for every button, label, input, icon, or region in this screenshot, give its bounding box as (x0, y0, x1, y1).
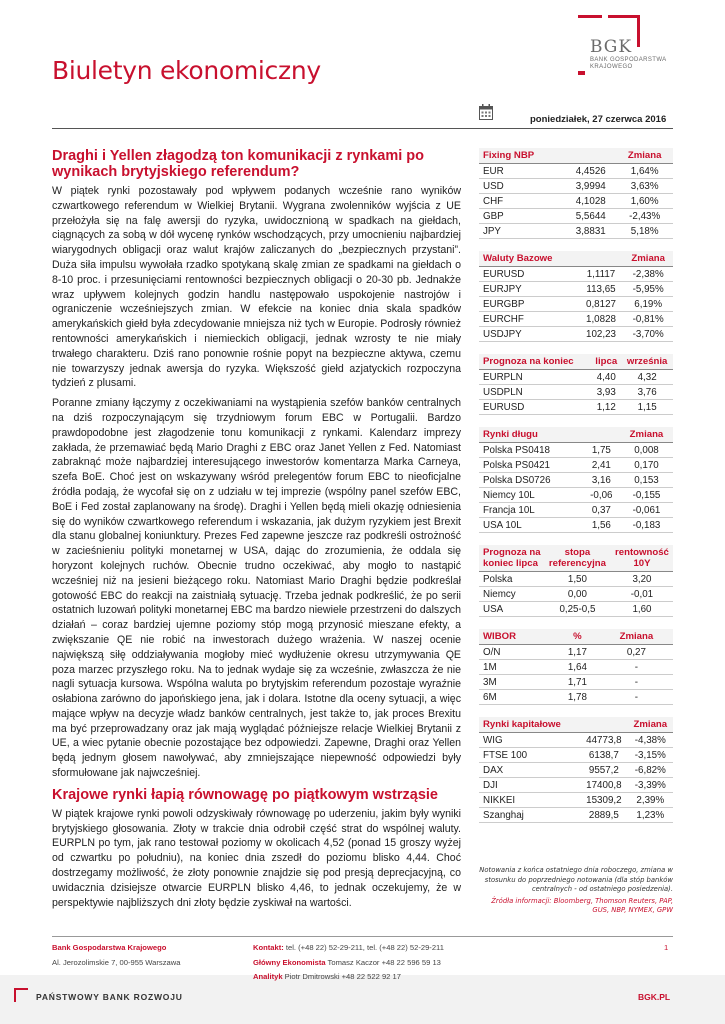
table-row: USDPLN 3,93 3,76 (479, 385, 673, 400)
table-notes (479, 866, 673, 916)
article-paragraph: W piątek krajowe rynki powoli odzyskiwały równowagę po uderzeniu, jakim były wyniki brytyjskiego głosowania. Złoty w trakcie dnia odrobił część strat do wspólnej waluty. EURPLN po tym, jak rano testował poziomy w okolicach 4,52 (ponad 15 groszy wyżej od czwartku po południu), na koniec dnia zszedł do poziomu blisko 4,44. Choć dostrzegamy możliwość, że złoty ponownie znajdzie się pod presją deprecjacyjną, co uwidacznia dzisiejsze otwarcie EURPLN blisko 4,46, to jednak oczekujemy, że w perspektywie najbliższych dni złoty będzie zyskiwał na wartości. (52, 807, 461, 909)
table-row: NIKKEI 15309,2 2,39% (479, 793, 673, 808)
page-title: Biuletyn ekonomiczny (52, 56, 321, 85)
data-sidebar (479, 148, 673, 835)
table-row: EUR 4,4526 1,64% (483, 165, 659, 177)
table-row: CHF 4,1028 1,60% (479, 194, 673, 209)
table-row: Szanghaj 2889,5 1,23% (479, 808, 673, 823)
table-row: EURUSD 1,1117 -2,38% (483, 268, 664, 280)
table-row: DJI 17400,8 -3,39% (479, 778, 673, 793)
header-divider (52, 128, 673, 129)
fixing-nbp-table: Fixing NBP Zmiana EUR 4,4526 1,64% USD 3,9994 3,63% CHF 4,1028 1,60% GBP 5,5644 -2,43% JPY 3,8831 5,18% (479, 148, 673, 239)
footer-economist: Główny Ekonomista Tomasz Kaczor +48 22 596 59 13 (253, 958, 441, 967)
table-row: USA 10L 1,56 -0,183 (479, 518, 673, 533)
table-row: EURGBP 0,8127 6,19% (479, 297, 673, 312)
footer-bank-name: Bank Gospodarstwa Krajowego (52, 943, 167, 952)
table-row: USD 3,9994 3,63% (479, 179, 673, 194)
table-row: O/N 1,17 0,27 (483, 646, 646, 658)
logo-text: BGK (590, 37, 633, 57)
table-row: Polska PS0418 1,75 0,008 (483, 444, 659, 456)
table-row: Niemcy 0,00 -0,01 (479, 587, 673, 602)
table-row: EURJPY 113,65 -5,95% (479, 282, 673, 297)
footer-analyst: Analityk Piotr Dmitrowski +48 22 522 92 17 (253, 972, 401, 981)
table-row: Polska 1,50 3,20 (483, 573, 652, 585)
pbr-logo-icon (14, 988, 28, 1002)
table-row: EURCHF 1,0828 -0,81% (479, 312, 673, 327)
forecast-table: Prognoza na koniec lipca września EURPLN 4,40 4,32 USDPLN 3,93 3,76 EURUSD 1,12 1,15 (479, 354, 673, 415)
calendar-icon (479, 104, 493, 120)
article-paragraph: Poranne zmiany łączymy z oczekiwaniami na wystąpienia szefów banków centralnych na dziś rozpoczynającym się trzydniowym forum EBC w Portugalii. Bardzo prawdopodobne jest złagodzenie tonu komunikacji z rynkami. Kalendarz imprezy zakłada, że przemawiać będą Mario Draghi z EBC oraz Janet Yellen z Fed. Natomiast zabraknąć może najbardziej interesującego inwestorów komentarza Marka Carneya, szefa BoE. Choć jest on wskazywany wśród prelegentów forum EBC to nieoficjalne źródła podają, że wycofał się on z udziału w tej imprezie (wspólny panel szefów EBC, BoE i Fed został zaplanowany na środę). Draghi i Yellen będą mieli okazję odniesienia się do wyników czwartkowego referendum i wskazania, jak dużym ryzykiem jest Brexit dla stanu globalnej koniunktury. Prezes Fed zapewne jeszcze raz podkreśli ostrożność w zacieśnieniu polityki monetarnej w USA, dając do zrozumienia, że oddala się horyzont kolejnych ruchów. Obecnie trudno oczekiwać, aby mogło to nastąpić wcześniej niż na jesieni bieżącego roku. Natomiast Mario Draghi będzie podkreślał gotowość EBC do reakcji na zaistniałą sytuację. Trzeba jednak podkreślić, że po serii ostatnich luzowań polityki monetarnej EBC ma bardzo niewiele przestrzeni do dalszych działań – coraz bardziej ujemne poziomy stóp mogą przynosić mieszane efekty, a zwiększanie QE nie robić na inwestorach dużego wrażenia. W naszej ocenie największą siłę oddziaływania mogłoby mieć wydłużenie okresu utrzymywania QE poza marzec przyszłego roku. Na to jednak wydaje się za wcześnie, zwłaszcza że nie nagli sytuacja kursowa. Wspólna waluta po brytyjskim referendum pozostaje wyraźnie osłabiona zarówno do japońskiego jena, jak i dolara. Istotne dla oceny sytuacji, a więc mające wpływ na decyzje władz banków centralnych, jest także to, jak proces Brexitu ma być przeprowadzany oraz jak mają wyglądać późniejsze relacje Wielkiej Brytanii z UE, a wiec pytanie obecnie pozostające bez odpowiedzi. Zapewne, Draghi oraz Yellen będą jednym głosem nawoływać, aby zmniejszające niepewność odpowiedzi były sformułowane jak najwcześniej. (52, 397, 461, 780)
table-row: 3M 1,71 - (479, 675, 673, 690)
footer-contact: Kontakt: tel. (+48 22) 52-29-211, tel. (+48 22) 52-29-211 (253, 943, 444, 952)
table-row: Niemcy 10L -0,06 -0,155 (479, 488, 673, 503)
table-row: 6M 1,78 - (479, 690, 673, 705)
table-row: Polska DS0726 3,16 0,153 (479, 473, 673, 488)
debt-markets-table: Rynki długu Zmiana Polska PS0418 1,75 0,008 Polska PS0421 2,41 0,170 Polska DS0726 3,16 0,153 Niemcy 10L -0,06 -0,155 Francja 10L 0,37 -0,061 USA 10L 1,56 -0,183 (479, 427, 673, 533)
footer-address: Al. Jerozolimskie 7, 00-955 Warszawa (52, 958, 181, 967)
capital-markets-table: Rynki kapitałowe Zmiana WIG 44773,8 -4,38% FTSE 100 6138,7 -3,15% DAX 9557,2 -6,82% DJI 17400,8 -3,39% NIKKEI 15309,2 2,39% Szanghaj 2889,5 1,23% (479, 717, 673, 823)
table-row: JPY 3,8831 5,18% (479, 224, 673, 239)
table-row: 1M 1,64 - (479, 660, 673, 675)
table-row: FTSE 100 6138,7 -3,15% (479, 748, 673, 763)
table-row: WIG 44773,8 -4,38% (483, 734, 666, 746)
table-row: Francja 10L 0,37 -0,061 (479, 503, 673, 518)
logo-subtitle: BANK GOSPODARSTWA KRAJOWEGO (590, 57, 667, 70)
bgk-logo (578, 15, 673, 85)
article-heading: Krajowe rynki łapią równowagę po piątkowym wstrząsie (52, 786, 438, 803)
page-number: 1 (664, 943, 669, 952)
sources-note: Źródła informacji: Bloomberg, Thomson Reuters, PAP, GUS, NBP, NYMEX, GPW (491, 896, 673, 915)
website-link[interactable]: BGK.PL (638, 992, 671, 1002)
rates-forecast-table: Prognoza na koniec lipca stopa referencyjna rentowność 10Y Polska 1,50 3,20 Niemcy 0,00 -0,01 USA 0,25-0,5 1,60 (479, 545, 673, 617)
issue-date: poniedziałek, 27 czerwca 2016 (530, 114, 667, 125)
table-row: EURPLN 4,40 4,32 (483, 371, 657, 383)
table-row: EURUSD 1,12 1,15 (479, 400, 673, 415)
table-row: Polska PS0421 2,41 0,170 (479, 458, 673, 473)
main-column (52, 148, 461, 915)
article-paragraph: W piątek rynki pozostawały pod wpływem podanych wcześnie rano wyników czwartkowego referendum w Wielkiej Brytanii. Wygrana zwolenników wyjścia z UE przełożyła się na falę awersji do ryzyka, uwidocznioną w spadkach na giełdach, ciągnących za sobą w dół wycenę rynków wschodzących, przy umocnieniu najbardziej wiarygodnych obligacji oraz walut krajów zaliczanych do „bezpiecznych przystani”. Duża siła impulsu wywołała rzadko spotykaną skalę zmian ze spadkami na giełdach o 8-10 proc. i przesunięciami rentowności bezpiecznych obligacji o 20-30 pb. Jednakże wraz upływem kolejnych godzin handlu następowało uspokojenie nastrojów i ograniczenie wcześniejszych zmian. W efekcie na koniec dnia skala spadków amerykańskich giełd była zdecydowanie mniejsza niż tych w Europie. Podrosły również rentowności amerykańskich i niemieckich obligacji, jednak wzrosty te nie miały trwałego charakteru. Dziś rano ponownie rośnie popyt na bezpieczne aktywa, czemu nie towarzyszy jednak awersja do ryzyka. Większość giełd azjatyckich rozpoczyna tydzień z plusami. (52, 185, 461, 390)
data-note: Notowania z końca ostatniego dnia roboczego, zmiana w stosunku do poprzedniego notowania (dla stóp banków centralnych - od ostatniego posiedzenia). (479, 866, 673, 894)
wibor-table: WIBOR % Zmiana O/N 1,17 0,27 1M 1,64 - 3M 1,71 - 6M 1,78 - (479, 629, 673, 705)
article-heading: Draghi i Yellen złagodzą ton komunikacji z rynkami po wynikach brytyjskiego referendum? (52, 148, 424, 180)
table-row: DAX 9557,2 -6,82% (479, 763, 673, 778)
table-row: USA 0,25-0,5 1,60 (479, 602, 673, 617)
table-row: USDJPY 102,23 -3,70% (479, 327, 673, 342)
table-row: GBP 5,5644 -2,43% (479, 209, 673, 224)
pbr-label: PAŃSTWOWY BANK ROZWOJU (36, 992, 183, 1002)
footer-divider (52, 936, 673, 937)
base-currencies-table: Waluty Bazowe Zmiana EURUSD 1,1117 -2,38% EURJPY 113,65 -5,95% EURGBP 0,8127 6,19% EURCHF 1,0828 -0,81% USDJPY 102,23 -3,70% (479, 251, 673, 342)
